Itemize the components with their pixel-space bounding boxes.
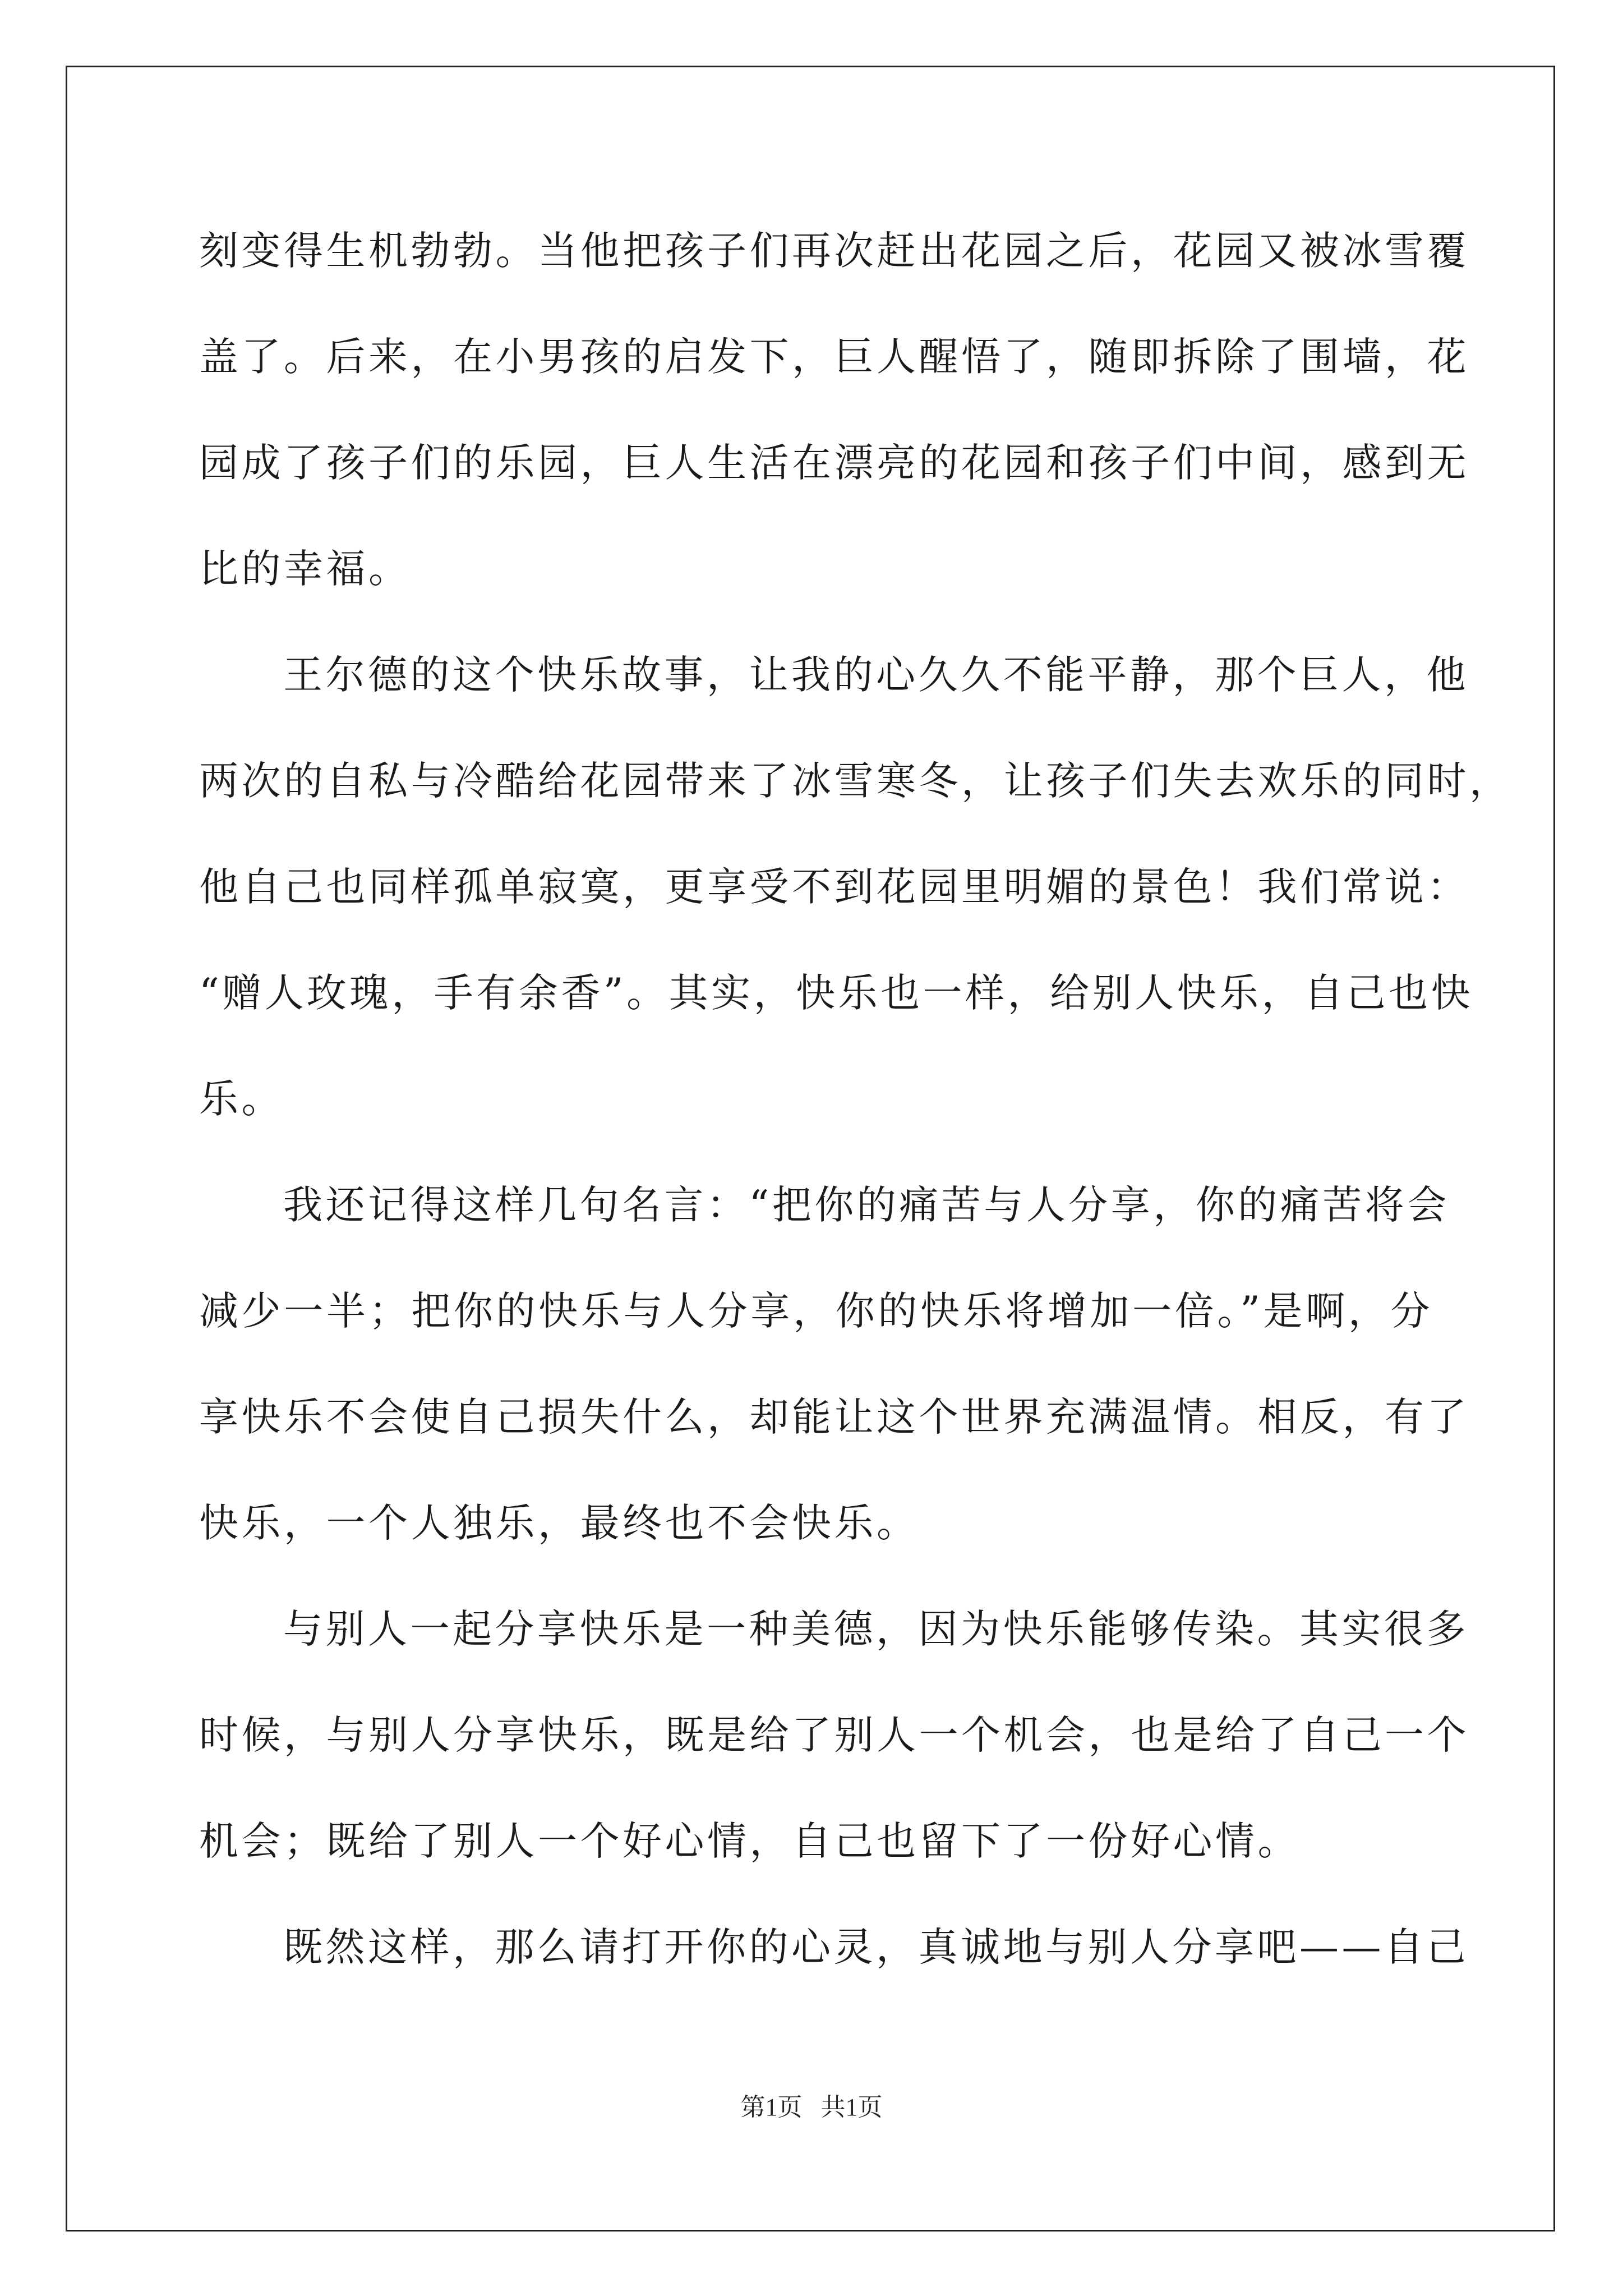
text-line: 乐。 [199, 1076, 284, 1122]
text-line: 比的幸福。 [199, 546, 411, 592]
text-line: 时候，与别人分享快乐，既是给了别人一个机会，也是给了自己一个 [199, 1712, 1469, 1758]
text-line: 与别人一起分享快乐是一种美德，因为快乐能够传染。其实很多 [283, 1606, 1469, 1652]
text-line: 盖了。后来，在小男孩的启发下，巨人醒悟了，随即拆除了围墙，花 [199, 334, 1469, 380]
text-line: 刻变得生机勃勃。当他把孩子们再次赶出花园之后，花园又被冰雪覆 [199, 228, 1469, 274]
text-line: 两次的自私与冷酷给花园带来了冰雪寒冬，让孩子们失去欢乐的同时， [199, 758, 1512, 804]
text-line: 他自己也同样孤单寂寞，更享受不到花园里明媚的景色！我们常说： [199, 864, 1469, 910]
text-line: 快乐，一个人独乐，最终也不会快乐。 [199, 1500, 919, 1546]
text-line: 机会；既给了别人一个好心情，自己也留下了一份好心情。 [199, 1818, 1300, 1864]
text-line: 既然这样，那么请打开你的心灵，真诚地与别人分享吧——自己 [283, 1924, 1469, 1970]
essay-body [199, 220, 1512, 2022]
text-line: 园成了孩子们的乐园，巨人生活在漂亮的花园和孩子们中间，感到无 [199, 440, 1469, 486]
text-line: 减少一半；把你的快乐与人分享，你的快乐将增加一倍。”是啊，分 [199, 1288, 1433, 1334]
page-number: 第1页 [740, 2093, 803, 2121]
text-line: 王尔德的这个快乐故事，让我的心久久不能平静，那个巨人，他 [283, 652, 1469, 698]
page-footer [0, 2087, 1623, 2123]
text-line: 享快乐不会使自己损失什么，却能让这个世界充满温情。相反，有了 [199, 1394, 1469, 1440]
text-line: “赠人玫瑰，手有余香”。其实，快乐也一样，给别人快乐，自己也快 [199, 970, 1474, 1016]
page-total: 共1页 [820, 2093, 883, 2121]
text-line: 我还记得这样几句名言：“把你的痛苦与人分享，你的痛苦将会 [283, 1182, 1450, 1228]
